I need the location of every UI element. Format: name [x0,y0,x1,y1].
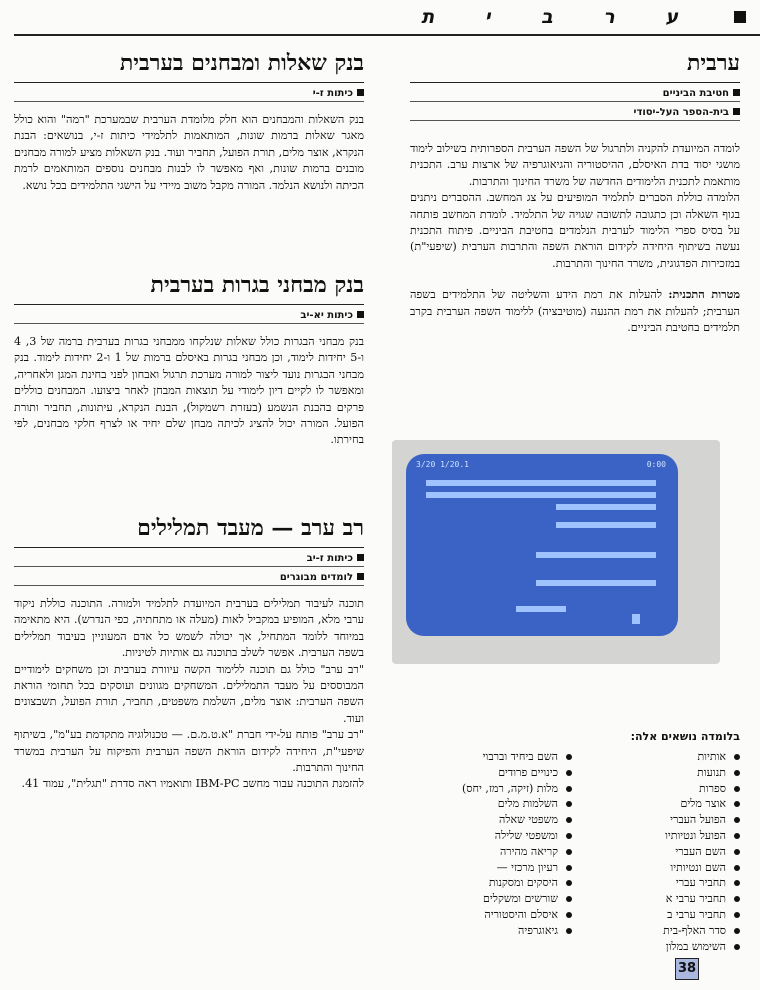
bullet-dot-icon [734,944,740,950]
topic-item: תנועות [590,765,740,781]
bullet-dot-icon [734,896,740,902]
screen-line [426,490,656,499]
topic-item: השם העברי [590,844,740,860]
bullet-dot-icon [734,865,740,871]
topic-item: משפטי שאלה [422,812,572,828]
goals-paragraph [410,286,740,336]
topic-item: רעיון מרכזי — [422,860,572,876]
paragraph: הלומדה כוללת הסברים לתלמיד המופיעים על צג המחשב. ההסברים ניתנים בגוף השאלה וכן כתגובה לתשובה שגויה של התלמיד. לומדת המחשב פותחה על בסיס ספרי הלימוד לערבית הנלמדים בחטיבת הביניים. פיתוח התכנית נעשה בשיתוף היחידה לקידום הוראת השפה והתרבות הערבית (שיפעי"ת) במזכירות הפדגוגית, משרד החינוך והתרבות. [410,191,740,270]
square-bullet-icon [357,311,364,318]
screen-line [426,478,656,487]
meta-line: כיתות ז-י [14,86,364,102]
header-letters: ע ר ב י ת [421,6,700,28]
left-column [14,50,364,793]
topic-item: השלמות מלים [422,796,572,812]
computer-screen-photo [392,440,720,664]
bullet-dot-icon [734,817,740,823]
section-body: בנק מבחני הבגרות כולל שאלות שנלקחו ממבחני בגרות בערבית ברמה של 3, 4 ו-5 יחידות לימוד, וכן מבחני בגרות באיסלם ברמות של 1 ו-2 יחידות לימוד. בנק מבחני הבגרות נועד ליצור למורה מערכת תרגול ואבחון לפני בחינת המגן ולאחריה, ומאפשר לו לקיים דיון לימודי על תוצאות המבחן לאחר ביצועו. המבחנים כוללים פרקים בהבנת הנשמע (בעזרת רשמקול), הבנת הנקרא, עיתונות, תחביר ותורת הפועל. המורה יכול להציג לכיתה מבחן שלם יחיד או לצרף חלקי מבחנים, לפי בחירתו. [14,335,364,447]
section-title-question-bank: בנק שאלות ומבחנים בערבית [14,50,364,83]
screen-display [406,454,678,636]
bullet-dot-icon [566,849,572,855]
bullet-dot-icon [566,912,572,918]
topic-item: השימוש במלון [590,939,740,955]
bullet-dot-icon [566,896,572,902]
meta-line: כיתות ז-יב [14,551,364,567]
square-bullet-icon [733,108,740,115]
meta-line: כיתות יא-יב [14,308,364,324]
page-number: 38 [675,958,699,980]
section-body: בנק השאלות והמבחנים הוא חלק מלומדת הערבית שבמערכת "רמה" והוא כולל מאגר שאלות ברמות שונות, המותאמות לתלמידי כיתות ז-י, בנושאים: הבנת הנקרא, אוצר מלים, תורת הפועל, תחביר ועוד. בנק השאלות מציע למורה מבחנים מובנים ברמות שונות, ואף מאפשר לו לבנות מבחנים נוספים המותאמים לרמת הכיתה ולנושא הנלמד. המורה מקבל משוב מיידי על הישגי התלמידים בכל נושא. [14,113,364,192]
bullet-dot-icon [734,786,740,792]
topic-item: שורשים ומשקלים [422,891,572,907]
bullet-dot-icon [734,912,740,918]
bullet-dot-icon [734,880,740,886]
screen-line [536,578,656,587]
paragraph: תוכנה לעיבוד תמלילים בערבית המיועדת לתלמיד ולמורה. התוכנה כוללת ניקוד ערבי מלא, המופיע במקביל לאות (מעלה או מתחתיה, כפי הנדרש). היא מתאימה במיוחד ללומד המתחיל, אך יכולה לשמש כל אדם המעוניין בעיבוד תמלילים בשפה הערבית. אפשר לשלב בתוכנה גם אותיות לטיניות. [14,596,364,660]
topic-item: תחביר עברי [590,875,740,891]
topic-item: הפועל העברי [590,812,740,828]
meta-line: חטיבת הביניים [410,86,740,102]
topic-item: תחביר ערבי ב [590,907,740,923]
topic-item: סדר האלף-בית [590,923,740,939]
bullet-dot-icon [734,833,740,839]
section-body [14,596,364,793]
paragraph: "רב ערב" כולל גם תוכנה ללימוד הקשה עיוורת בערבית וכן משחקים לימודיים המבוססים על מעבד התמלילים. המשחקים מגוונים ועוסקים בכל תחומי הוראת השפה הערבית: אוצר מלים, השלמת משפטים, תחביר, תורת הפועל, תשבצונים ועוד. [14,662,364,725]
topic-item: השם ביחיד וברבוי [422,749,572,765]
meta-line: בית-הספר העל-יסודי [410,105,740,121]
topic-item: השם ונטיותיו [590,860,740,876]
header-square-icon [734,11,746,23]
section-title-matriculation-bank: בנק מבחני בגרות בערבית [14,272,364,305]
screen-top-right-text: 0:00 [646,460,666,469]
bullet-dot-icon [734,849,740,855]
header-rule [14,34,760,36]
right-column [410,50,740,336]
topic-item: ספרות [590,781,740,797]
section-title-arabic: ערבית [410,50,740,83]
screen-cursor [632,614,640,624]
goals-text: להעלות את רמת הידע והשליטה של התלמידים בשפה הערבית; להעלות את רמת ההנעה (מוטיבציה) ללימוד השפה הערבית בקרב תלמידים בחטיבת הביניים. [410,288,740,335]
section-body [410,141,740,336]
topic-item: כינויים פרודים [422,765,572,781]
topic-item: מלות (זיקה, רמז, יחס) [422,781,572,797]
bullet-dot-icon [734,754,740,760]
bullet-dot-icon [566,817,572,823]
bullet-dot-icon [566,786,572,792]
meta-line: לומדים מבוגרים [14,570,364,586]
topic-item: ומשפטי שלילה [422,828,572,844]
topic-item: אוצר מלים [590,796,740,812]
section-title-rav-arav: רב ערב — מעבד תמלילים [14,515,364,548]
bullet-dot-icon [566,833,572,839]
bullet-dot-icon [566,770,572,776]
bullet-dot-icon [734,801,740,807]
topic-item: הפועל ונטיותיו [590,828,740,844]
topic-item: גיאוגרפיה [422,923,572,939]
topic-item: אותיות [590,749,740,765]
paragraph: לומדה המיועדת להקניה ולתרגול של השפה הערבית הספרותית בשילוב לימוד מושגי יסוד בדת האיסלם, ההיסטוריה והגיאוגרפיה של ארצות ערב. התכנית מותאמת לתכנית הלימודים החדשה של משרד החינוך והתרבות. [410,142,740,188]
bullet-dot-icon [566,880,572,886]
screen-line [556,502,656,511]
topics-column-a [590,749,740,954]
bullet-dot-icon [734,928,740,934]
square-bullet-icon [357,573,364,580]
square-bullet-icon [733,89,740,96]
topics-list [410,730,740,954]
topic-item: איסלם והיסטוריה [422,907,572,923]
topics-title: בלומדה נושאים אלה: [630,730,740,743]
bullet-dot-icon [566,928,572,934]
topics-column-b [422,749,572,954]
bullet-dot-icon [734,770,740,776]
square-bullet-icon [357,554,364,561]
screen-line [536,550,656,559]
topic-item: תחביר ערבי א [590,891,740,907]
screen-line [556,520,656,529]
topic-item: היסקים ומסקנות [422,875,572,891]
screen-top-left-text: 3/20 1/20.1 [416,460,469,469]
square-bullet-icon [357,89,364,96]
topic-item: קריאה מהירה [422,844,572,860]
bullet-dot-icon [566,865,572,871]
goals-label: מטרות התכנית: [668,287,740,302]
bullet-dot-icon [566,754,572,760]
bullet-dot-icon [566,801,572,807]
paragraph: להזמנת התוכנה עבור מחשב IBM-PC ותואמיו ראה סדרת "תגלית", עמוד 41. [21,777,364,791]
screen-line [516,604,566,613]
paragraph: "רב ערב" פותח על-ידי חברת "א.ט.מ.ם. — טכנולוגיה מתקדמת בע"מ", בשיתוף שיפעי"ת, היחידה לקידום הוראת השפה הערבית והפיקוח על הערבית במשרד החינוך והתרבות. [14,728,364,774]
